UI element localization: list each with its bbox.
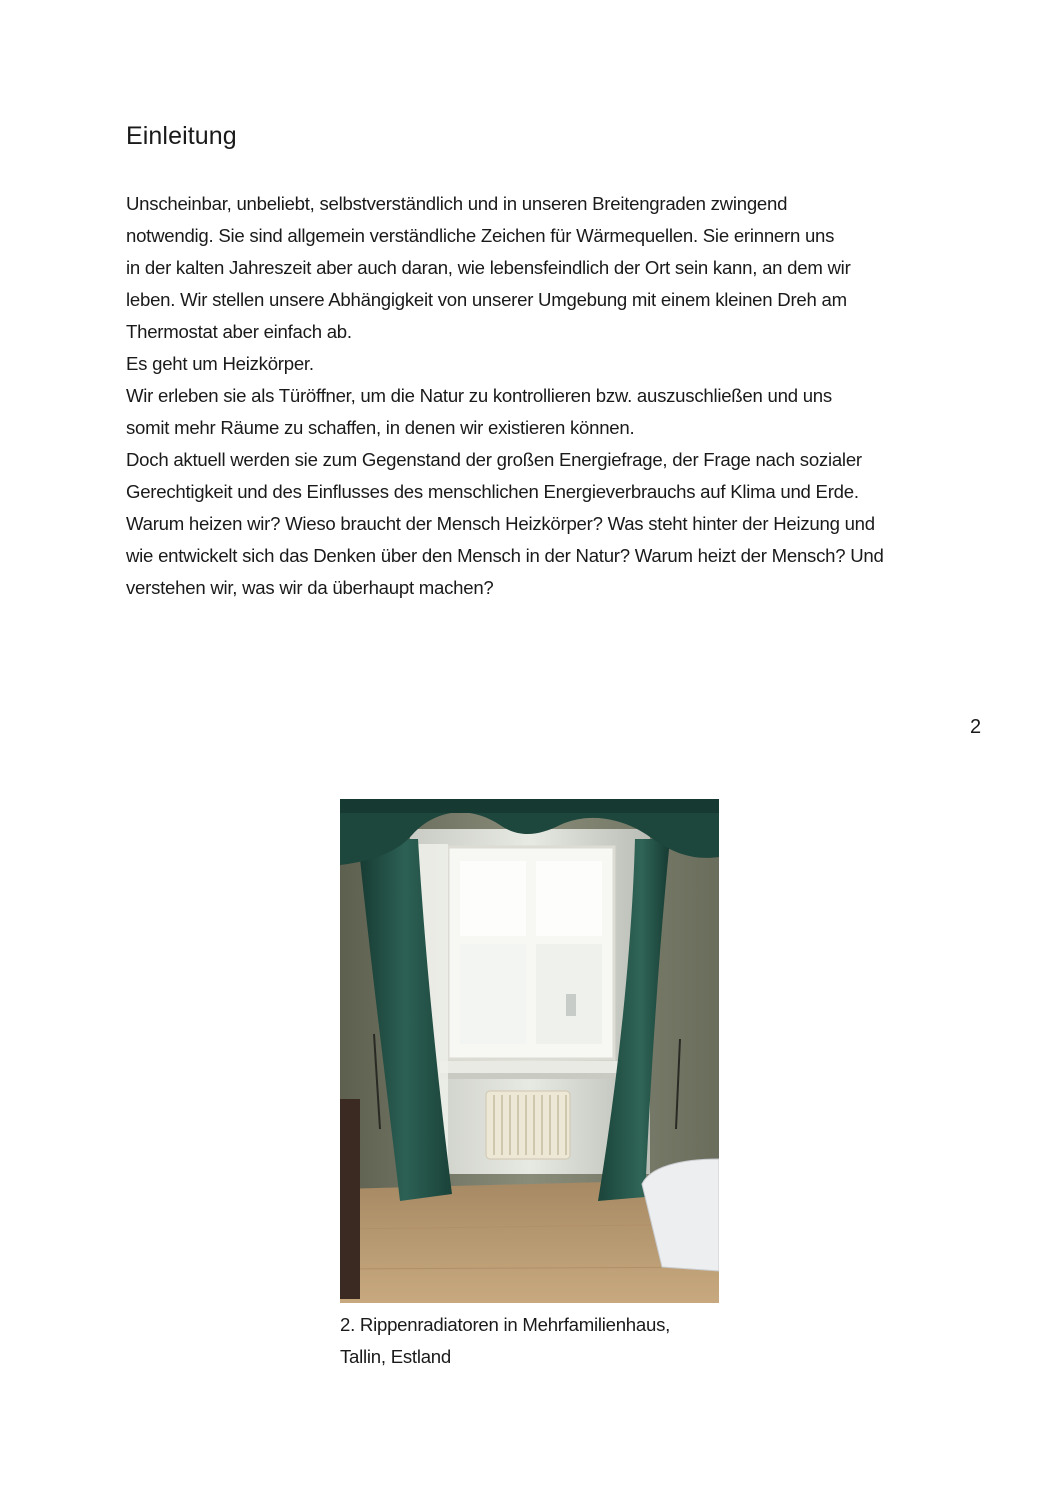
body-line: Es geht um Heizkörper. xyxy=(126,353,314,374)
left-furniture xyxy=(340,1099,360,1299)
body-line: verstehen wir, was wir da überhaupt machen? xyxy=(126,577,494,598)
body-line: Gerechtigkeit und des Einflusses des menschlichen Energieverbrauchs auf Klima und Erde. xyxy=(126,481,859,502)
body-line: Unscheinbar, unbeliebt, selbstverständlich und in unseren Breitengraden zwingend xyxy=(126,193,788,214)
radiator-photo xyxy=(340,799,719,1303)
radiator xyxy=(486,1091,570,1159)
figure-caption xyxy=(340,1309,760,1373)
distant-building xyxy=(566,994,576,1016)
body-paragraph xyxy=(126,188,956,604)
window-pane xyxy=(536,861,602,936)
caption-line: 2. Rippenradiatoren in Mehrfamilienhaus, xyxy=(340,1314,671,1335)
curtain-rod-shadow xyxy=(340,799,719,813)
body-line: Thermostat aber einfach ab. xyxy=(126,321,352,342)
window-pane xyxy=(460,861,526,936)
radiator-photo-illustration xyxy=(340,799,719,1303)
window-sill-shadow xyxy=(440,1073,624,1079)
body-line: wie entwickelt sich das Denken über den Mensch in der Natur? Warum heizt der Mensch? Und xyxy=(126,545,884,566)
body-line: Doch aktuell werden sie zum Gegenstand der großen Energiefrage, der Frage nach sozialer xyxy=(126,449,862,470)
page-number: 2 xyxy=(970,716,982,738)
caption-line: Tallin, Estland xyxy=(340,1346,451,1367)
body-line: leben. Wir stellen unsere Abhängigkeit von unserer Umgebung mit einem kleinen Dreh am xyxy=(126,289,847,310)
body-line: Warum heizen wir? Wieso braucht der Mensch Heizkörper? Was steht hinter der Heizung und xyxy=(126,513,875,534)
body-line: notwendig. Sie sind allgemein verständliche Zeichen für Wärmequellen. Sie erinnern uns xyxy=(126,225,835,246)
page-title: Einleitung xyxy=(126,122,237,150)
body-line: somit mehr Räume zu schaffen, in denen wir existieren können. xyxy=(126,417,635,438)
body-line: in der kalten Jahreszeit aber auch daran, wie lebensfeindlich der Ort sein kann, an dem wir xyxy=(126,257,851,278)
window-pane xyxy=(460,944,526,1044)
window-sill xyxy=(440,1061,624,1073)
body-line: Wir erleben sie als Türöffner, um die Natur zu kontrollieren bzw. auszuschließen und uns xyxy=(126,385,832,406)
